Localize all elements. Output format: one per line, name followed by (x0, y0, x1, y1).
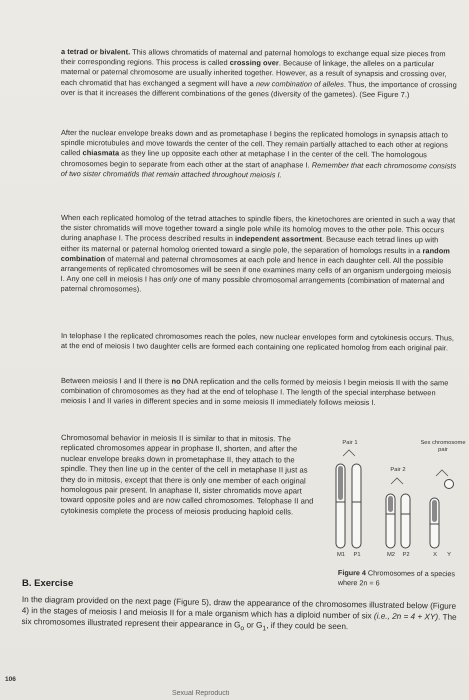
text: of maternal and paternal chromosomes at each pole and hence in each daughter cell. All the possible arrangements of replicated chromosomes will be seen if one examines many cells of an organism undergoing meiosis I. Any one cell in meiosis I has (60, 254, 452, 284)
emphasis: new combination of alleles (255, 78, 344, 89)
term-tetrad: a tetrad or bivalent. (60, 47, 131, 57)
label-pair-1: Pair 1 (342, 440, 358, 446)
term-chiasmata: chiasmata (82, 148, 120, 158)
running-footer: Sexual Reproducti (172, 690, 230, 697)
paragraph-crossing-over (61, 47, 457, 100)
chromosome-p2 (401, 494, 410, 548)
label-pair-2: Pair 2 (390, 467, 406, 473)
text: . The six chromosomes illustrated represent their appearance in G (21, 612, 457, 630)
label-y: Y (447, 552, 451, 558)
text: . Because of linkage, the alleles on a particular maternal or paternal chromosome are usually inherited together. However, as a result of synapsis and crossing over, each chromatid that has exchanged a segment will have a (60, 58, 447, 88)
chromosome-m1-shade (338, 466, 343, 500)
label-p1: P1 (353, 552, 361, 558)
emphasis: no (171, 376, 181, 386)
paragraph-meiosis-ii: Chromosomal behavior in meiosis II is similar to that in mitosis. The replicated chromosomes appear in prophase II, shorten, and after the nuclear envelope breaks down in prometaphase II, they attach to the spindle. They then line up in the center of the cell in metaphase II just as they do in mitosis, except that there is only one member of each original homologous pair present. In anaphase II, sister chromatids move apart toward opposite poles and are now called chromosomes. Telophase II and cytokinesis complete the process of meiosis producing haploid cells. (60, 433, 314, 517)
text: This allows chromatids of maternal and paternal homologs to exchange equal size pieces from their corresponding regions. This process is called (60, 47, 446, 68)
caption-label: Figure 4 (337, 568, 366, 578)
subscript: o (240, 625, 245, 633)
text: When each replicated homolog of the tetrad attaches to spindle fibers, the kinetochores are oriented in such a way that the sister chromatids will move together toward a single pole while its homolog moves to the other pole. This occurs during anaphase I. The process described results in (60, 213, 456, 244)
label-x: X (433, 552, 437, 558)
subscript: 1 (262, 625, 267, 633)
term-crossing-over: crossing over (229, 58, 279, 68)
emphasis: (i.e., 2n = 4 + XY) (373, 611, 439, 622)
text: . Thus, the importance of crossing over is that it increases the different combinations of the genes (diversity of the gametes). (See Figure 7.) (60, 79, 457, 99)
caption-text: Chromosomes of a species where 2n = 6 (337, 568, 456, 588)
sex-pair-bracket (436, 470, 448, 476)
exercise-instructions (21, 594, 458, 638)
text: . Because each tetrad lines up with either its maternal or paternal homolog oriented toward a single pole, the separation of homologs results in a (60, 235, 439, 255)
section-heading: B. Exercise (22, 578, 74, 589)
paragraph-interkinesis (61, 376, 457, 409)
text: DNA replication and the cells formed by meiosis I begin meiosis II with the same combination of chromosomes as they had at the end of telophase I. The length of the special interphase between meiosis I and II varies in different species and in some meiosis II immediately follows meiosis I. (60, 376, 449, 408)
pair-1-bracket (343, 450, 355, 456)
page-number: 106 (5, 676, 16, 683)
term-independent-assortment: independent assortment (235, 234, 323, 245)
text: or G (244, 620, 263, 631)
chromosome-p1 (352, 464, 361, 548)
paragraph-prometaphase (61, 128, 457, 181)
pair-2-bracket (391, 478, 403, 484)
label-m1: M1 (336, 552, 346, 558)
text: of many possible chromosomal arrangements (combination of maternal and paternal chromosomes). (60, 275, 445, 294)
term-random-combination: random combination (60, 245, 450, 264)
chromosome-x-shade (432, 500, 437, 522)
emphasis: Remember that each chromosome consists of two sister chromatids that remain attached throughout meiosis I. (60, 160, 457, 180)
figure-caption (338, 568, 468, 589)
label-m2: M2 (386, 552, 396, 558)
emphasis: only one (163, 274, 192, 285)
chromosome-m2-shade (388, 496, 393, 512)
text: , if they could be seen. (266, 621, 349, 632)
text: After the nuclear envelope breaks down and as prometaphase I begins the replicated homologs in synapsis attach to spindle microtubules and move towards the center of the cell. They remain partially attached to each other at regions called (60, 128, 448, 158)
chromosome-y-top (445, 480, 454, 489)
paragraph-telophase: In telophase I the replicated chromosomes reach the poles, new nuclear envelopes form and cytokinesis occurs. Thus, at the end of meiosis I two daughter cells are formed each containing one replicated homolog from each original pair. (60, 331, 455, 353)
text: as they line up opposite each other at metaphase I in the center of the cell. The homologous chromosomes begin to separate from each other at the start of anaphase I. (60, 148, 427, 170)
label-sex-pair: Sex chromosome pair (420, 440, 466, 453)
text: Between meiosis I and II there is (60, 376, 172, 386)
label-p2: P2 (402, 552, 410, 558)
text: In the diagram provided on the next page (Figure 5), draw the appearance of the chromosomes illustrated below (Figure 4) in the stages of meiosis I and meiosis II for a male organism which has a diploid number of six (21, 594, 457, 621)
paragraph-independent-assortment (61, 213, 457, 297)
